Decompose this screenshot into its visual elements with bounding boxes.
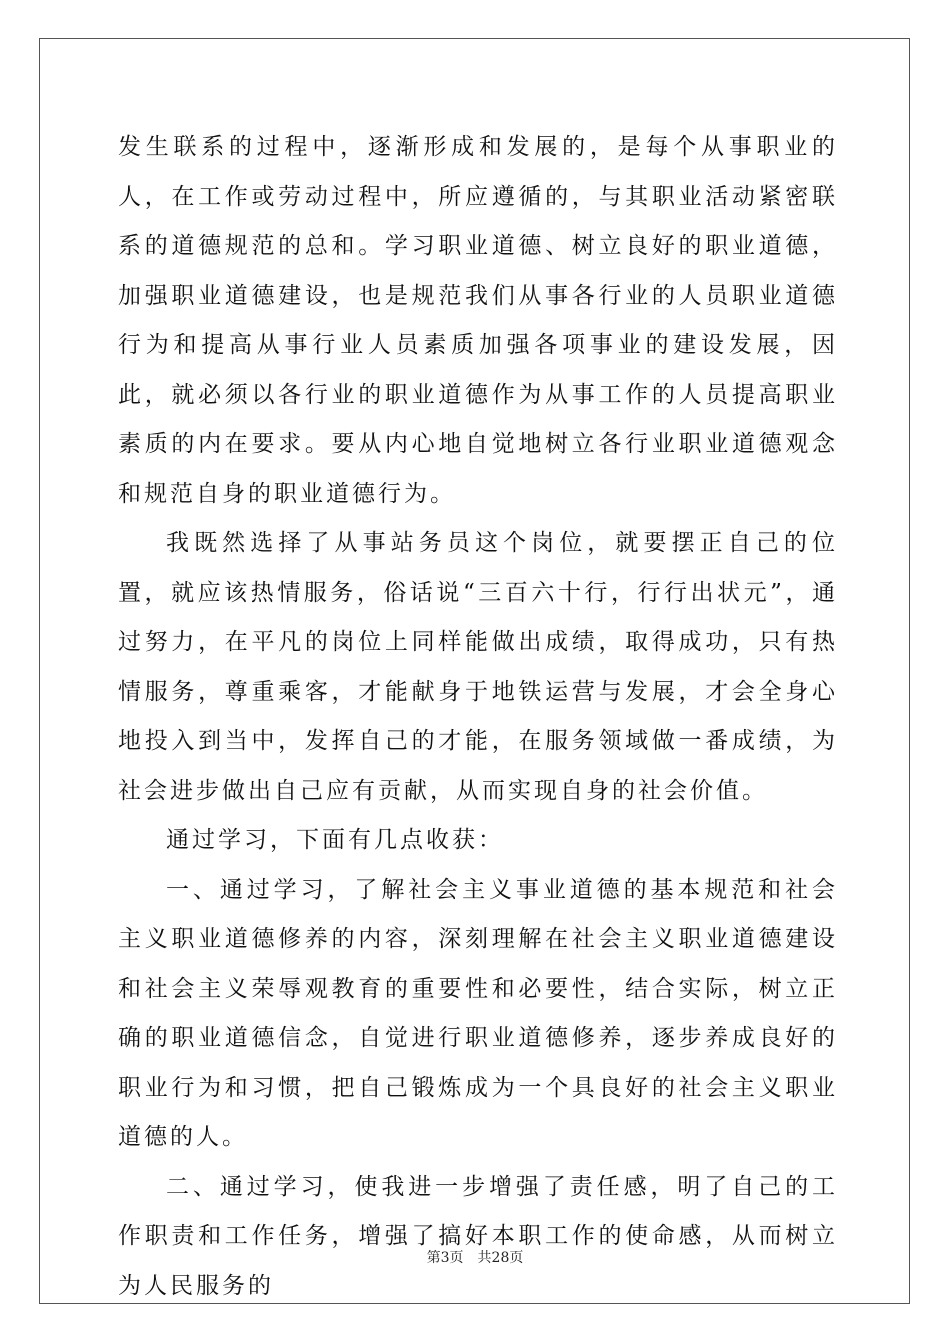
document-body xyxy=(118,123,838,1311)
paragraph-3: 通过学习，下面有几点收获： xyxy=(166,827,504,853)
paragraph-1: 发生联系的过程中，逐渐形成和发展的，是每个从事职业的人，在工作或劳动过程中，所应遵循的，与其职业活动紧密联系的道德规范的总和。学习职业道德、树立良好的职业道德，加强职业道德建设，也是规范我们从事各行业的人员职业道德行为和提高从事行业人员素质加强各项事业的建设发展，因此，就必须以各行业的职业道德作为从事工作的人员提高职业素质的内在要求。要从内心地自觉地树立各行业职业道德观念和规范自身的职业道德行为。 xyxy=(118,134,838,507)
page-number: 第3页 xyxy=(426,1250,464,1266)
page-footer xyxy=(0,1247,950,1267)
paragraph-4: 一、通过学习，了解社会主义事业道德的基本规范和社会主义职业道德修养的内容，深刻理解在社会主义职业道德建设和社会主义荣辱观教育的重要性和必要性，结合实际，树立正确的职业道德信念，自觉进行职业道德修养，逐步养成良好的职业行为和习惯，把自己锻炼成为一个具良好的社会主义职业道德的人。 xyxy=(118,876,838,1150)
paragraph-2: 我既然选择了从事站务员这个岗位，就要摆正自己的位置，就应该热情服务，俗话说“三百六十行，行行出状元”，通过努力，在平凡的岗位上同样能做出成绩，取得成功，只有热情服务，尊重乘客，才能献身于地铁运营与发展，才会全身心地投入到当中，发挥自己的才能，在服务领域做一番成绩，为社会进步做出自己应有贡献，从而实现自身的社会价值。 xyxy=(118,530,838,804)
page-total: 共28页 xyxy=(477,1250,524,1266)
paragraph-5: 二、通过学习，使我进一步增强了责任感，明了自己的工作职责和工作任务，增强了搞好本职工作的使命感，从而树立为人民服务的 xyxy=(118,1173,838,1299)
